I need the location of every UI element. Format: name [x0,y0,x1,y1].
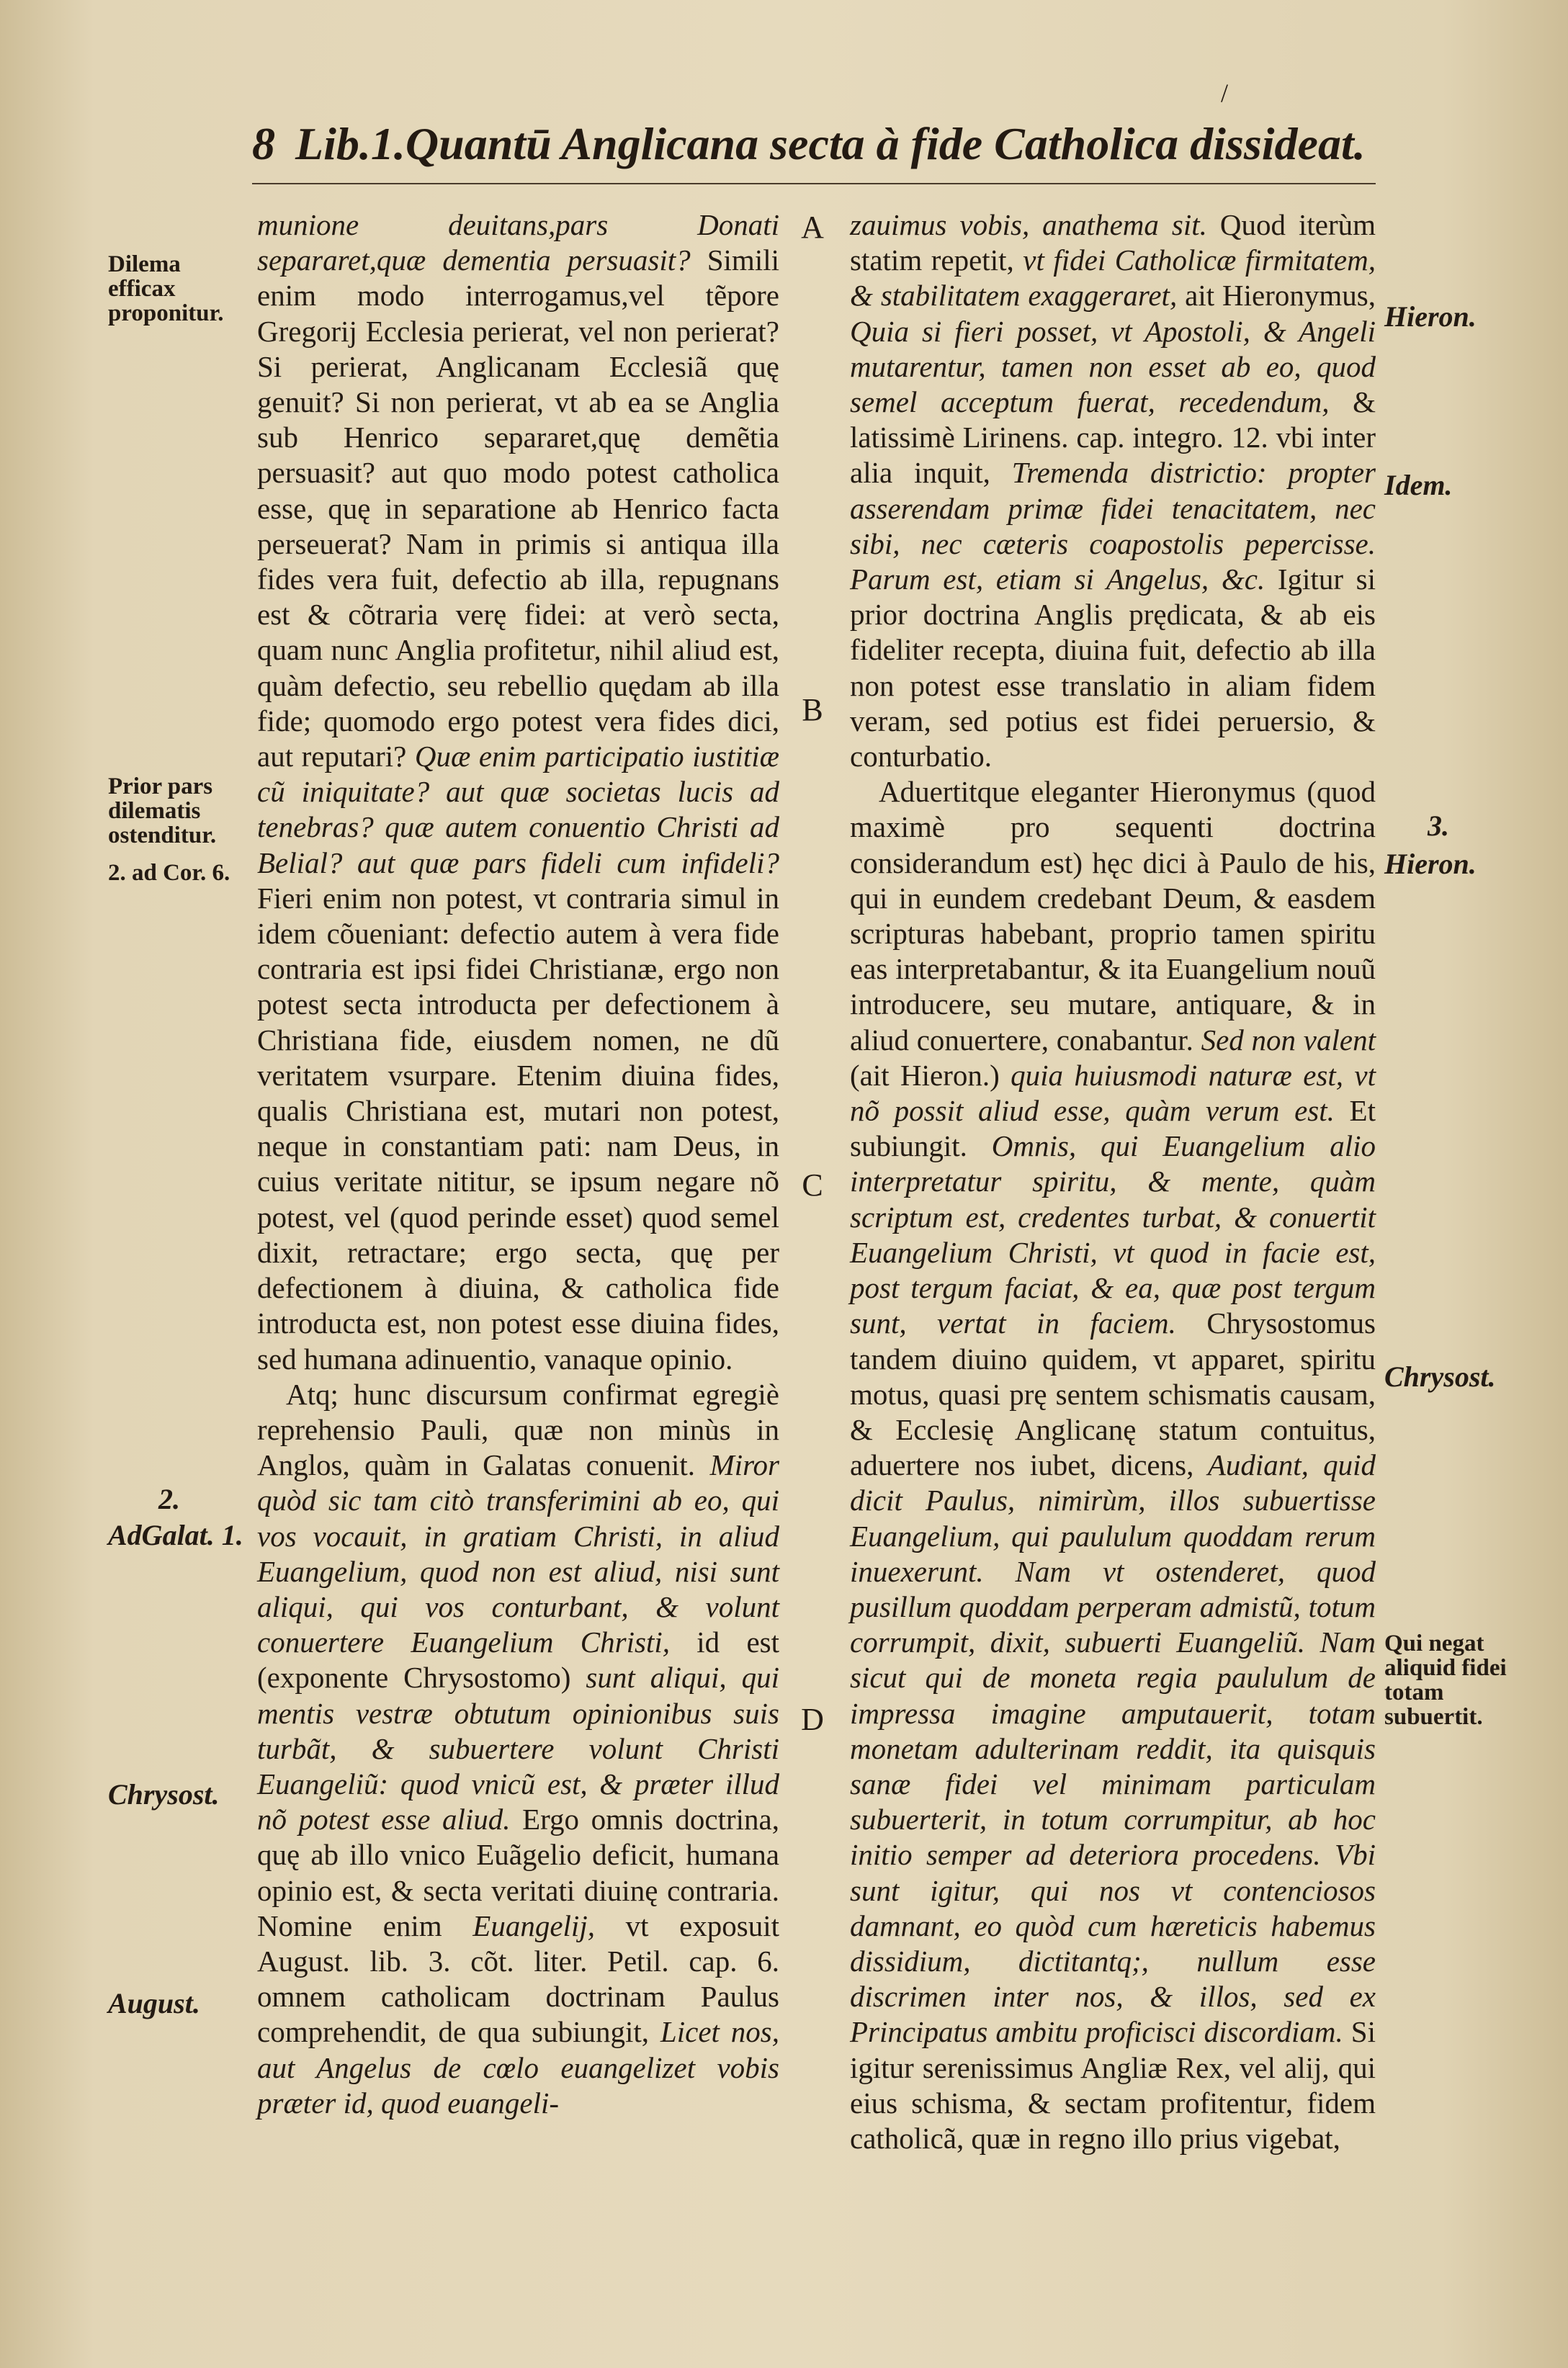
left-text: vt exposuit August. lib. 3. cõt. liter. Petil. cap. 6. omnem catholicam doctrinam Paulus comprehendit, de qua subiungit, [257,1909,780,2049]
right-text: Si igitur serenissimus Angliæ Rex, vel alij, qui eius schisma, & sectam profitentur, fidem catholicã, quæ in regno illo prius vigebat, [850,2015,1376,2155]
margin-note-left: 2. ad Cor. 6. [108,860,230,886]
top-mark: / [1221,79,1229,107]
margin-note-right: Idem. [1384,469,1453,501]
right-text: Et subiungit. [850,1094,1376,1163]
margin-note-right: 3. [1428,809,1449,842]
right-text: & latissimè Lirinens. cap. integro. 12. vbi inter alia inquit, [850,385,1376,490]
left-quote: sunt aliqui, qui mentis vestræ obtutum opinionibus suis turbãt, & subuertere volunt Christi Euangeliũ: quod vnicũ est, & præter illud nõ potest esse aliud. [257,1661,779,1836]
margin-note-left: Dilema efficax proponitur. [108,251,224,326]
section-letter-b: B [802,692,823,727]
margin-note-right: Qui negat aliquid fidei totam subuertit. [1384,1631,1507,1730]
section-letter-a: A [801,210,824,245]
right-text: (ait Hieron.) [850,1058,1000,1092]
margin-note-left: 2. [158,1483,180,1515]
right-text: Aduertitque eleganter Hieronymus (quod maximè pro sequenti doctrina considerandum est) hęc dici à Paulo de his, qui in eundem credebant Deum, & easdem scripturas habebant, proprio tamen spiritu eas interpretabantur, & ita Euangelium nouũ introducere, seu mutare, antiquare, & in aliud conuertere, conabantur. [850,775,1376,1057]
left-text: Ergo omnis doctrina, quę ab illo vnico Euãgelio deficit, humana opinio est, & secta veritati diuinę contraria. Nomine enim [257,1803,779,1942]
header-rule [252,183,1376,184]
left-quote: Quæ enim participatio iustitiæ cũ iniquitate? aut quæ societas lucis ad tenebras? quæ autem conuentio Christi ad Belial? aut quæ pars fideli cum infideli? [257,740,779,879]
margin-note-left: Chrysost. [108,1778,220,1811]
margin-note-left: August. [108,1987,200,2019]
left-quote: Miror quòd sic tam citò transferimini ab eo, qui vos vocauit, in gratiam Christi, in aliud Euangelium, quod non est aliud, nisi sunt aliqui, qui vos conturbant, & volunt conuertere Euangelium Christi, [257,1448,779,1659]
running-title: Lib.1.Quantū Anglicana secta à fide Catholica dissideat. [295,118,1366,169]
left-text: munione deuitans,pars Donati separaret,quæ dementia persuasit? [257,208,779,277]
margin-note-right: Hieron. [1384,848,1477,880]
margin-note-left: Prior pars dilematis ostenditur. [108,773,217,848]
right-quote: Audiant, quid dicit Paulus, nimirùm, illos subuertisse Euangelium, qui paululum quoddam rerum inuexerunt. Nam vt ostenderet, quod pusillum quoddam perperam admistũ, totum corrumpit, dixit, subuerti Euangeliũ. Nam sicut qui de moneta regia paululum de impressa imagine amputauerit, totam monetam adulterinam reddit, ita quisquis sanæ fidei vel minimam particulam subuerterit, in totum corrumpitur, ab hoc initio semper ad deteriora procedens. Vbi sunt igitur, qui nos vt contenciosos damnant, eo quòd cum hæreticis habemus dissidium, dictitantq;, nullum esse discrimen inter nos, & illos, sed ex Principatus ambitu proficisci discordiam. [850,1448,1376,2049]
right-column [850,207,1376,2156]
right-quote: zauimus vobis, anathema sit. [850,208,1207,241]
right-text: Chrysostomus tandem diuino quidem, vt apparet, spiritu motus, quasi prę sentem schismatis causam, & Ecclesię Anglicanę statum contuitus, aduertere nos iubet, dicens, [850,1306,1376,1482]
right-text: ait Hieronymus, [1177,279,1376,313]
left-quote: Licet nos, aut Angelus de cœlo euangelizet vobis præter id, quod euangeli- [257,2015,779,2120]
page-number: 8 [252,118,275,169]
left-text: Atq; hunc discursum confirmat egregiè reprehensio Pauli, quæ non minùs in Anglos, quàm in Galatas conuenit. [257,1377,779,1482]
right-quote: Quia si fieri posset, vt Apostoli, & Angeli mutarentur, tamen non esset ab eo, quod semel acceptum fuerat, recedendum, [850,314,1376,419]
margin-note-right: Hieron. [1384,300,1477,333]
margin-note-left: AdGalat. 1. [108,1519,243,1551]
left-text: Simili enim modo interrogamus,vel tẽpore Gregorij Ecclesia perierat, vel non perierat? Si perierat, Anglicanam Ecclesiã quę genuit? Si non perierat, vt ab ea se Anglia sub Henrico separaret,quę demẽtia persuasit? aut quo modo potest catholica esse, quę in separatione ab Henrico facta perseuerat? Nam in primis si antiqua illa fides vera fuit, defectio ab illa, repugnans est & cõtraria verę fidei: at verò secta, quam nunc Anglia profitetur, nihil aliud est, quàm defectio, seu rebellio quędam ab illa fide; quomodo ergo potest vera fides dici, aut reputari? [257,243,779,773]
left-quote: Euangelij, [442,1909,595,1942]
right-text: Igitur si prior doctrina Anglis prędicata, & ab eis fideliter recepta, diuina fuit, defectio ab illa non potest esse translatio in aliam fidem veram, sed potius est fidei peruersio, & conturbatio. [850,562,1376,773]
left-text: id est (exponente Chrysostomo) [257,1625,780,1695]
section-letter-c: C [802,1167,823,1203]
section-letter-d: D [801,1702,824,1737]
right-quote: Omnis, qui Euangelium alio interpretatur spiritu, & mente, quàm scriptum est, credentes turbat, & conuertit Euangelium Christi, vt quod in facie est, post tergum faciat, & ea, quæ post tergum sunt, vertat in faciem. [850,1129,1376,1340]
right-quote: Tremenda districtio: propter asserendam primæ fidei tenacitatem, nec sibi, nec cæteris coapostolis pepercisse. Parum est, etiam si Angelus, &c. [850,456,1376,596]
margin-note-right: Chrysost. [1384,1360,1496,1393]
running-header [252,108,1376,180]
right-quote: Sed non valent [1193,1023,1376,1057]
right-text: Quod iterùm statim repetit, [850,208,1376,277]
left-column [257,207,779,2121]
right-quote: vt fidei Catholicæ firmitatem, & stabilitatem exaggeraret, [850,243,1376,313]
right-quote: quia huiusmodi naturæ est, vt nõ possit aliud esse, quàm verum est. [850,1058,1376,1128]
left-text: Fieri enim non potest, vt contraria simul in idem cõueniant: defectio autem à vera fide contraria est ipsi fidei Christianæ, ergo non potest secta introducta per defectionem à Christiana fide, eiusdem nomen, ne dũ veritatem vsurpare. Etenim diuina fides, qualis Christiana est, mutari non potest, neque in constantiam pati: nam Deus, in cuius veritate nititur, se ipsum negare nõ potest, vel (quod perinde esset) quod semel dixit, retractare; ergo secta, quę per defectionem à diuina, & catholica fide introducta est, non potest esse diuina fides, sed humana adinuentio, vanaque opinio. [257,881,779,1376]
